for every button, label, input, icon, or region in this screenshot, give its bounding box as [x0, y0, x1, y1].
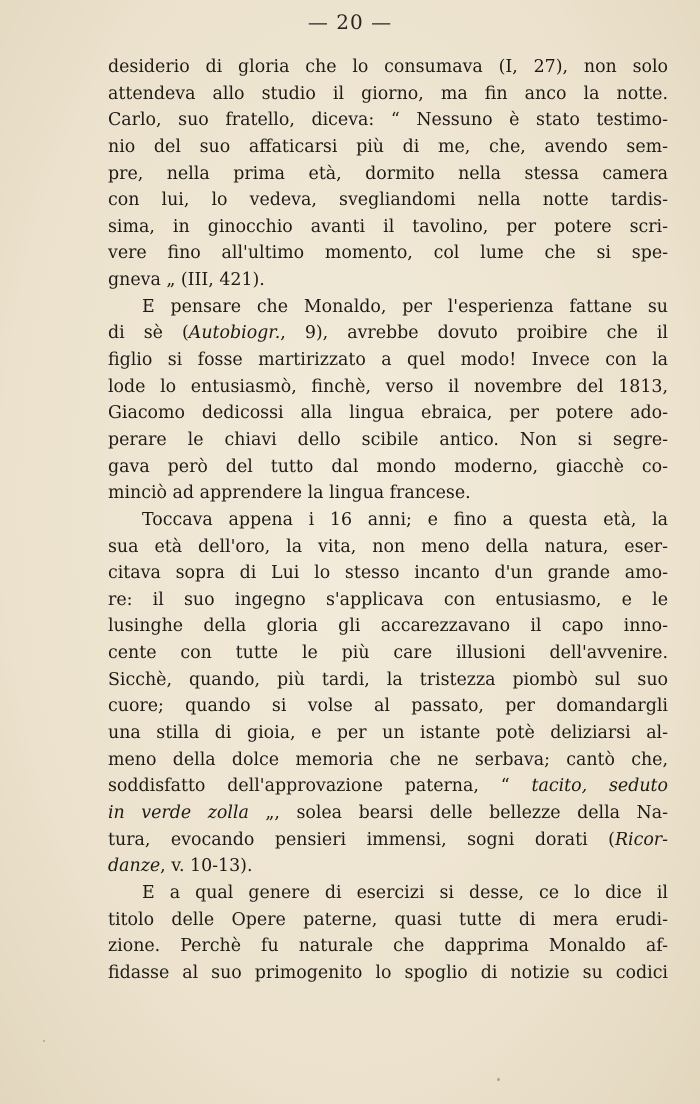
paper-speck: [497, 1078, 500, 1081]
text-line: figlio si fosse martirizzato a quel modo! Invece con la: [108, 350, 668, 371]
text-line: gneva „ (III, 421).: [108, 270, 265, 291]
text-line: perare le chiavi dello scibile antico. Non si segre-: [108, 429, 668, 450]
text-line: in verde zolla „, solea bearsi delle bellezze della Na-: [108, 802, 669, 823]
text-line: con lui, lo vedeva, svegliandomi nella notte tardis-: [108, 190, 668, 211]
text-line: una stilla di gioia, e per un istante potè deliziarsi al-: [108, 723, 668, 744]
text-line: desiderio di gloria che lo consumava (I, 27), non solo: [108, 57, 668, 77]
paper-speck: [43, 1040, 45, 1042]
text-line: meno della dolce memoria che ne serbava; cantò che,: [108, 749, 668, 770]
text-line: re: il suo ingegno s'applicava con entusiasmo, e le: [108, 589, 668, 610]
text-line: Sicchè, quando, più tardi, la tristezza piombò sul suo: [108, 669, 668, 690]
text-line: zione. Perchè fu naturale che dapprima Monaldo af-: [108, 936, 668, 957]
text-line: tura, evocando pensieri immensi, sogni dorati (Ricor-: [108, 829, 668, 850]
text-line: Giacomo dedicossi alla lingua ebraica, per potere ado-: [108, 403, 668, 424]
text-line: E pensare che Monaldo, per l'esperienza fattane su: [142, 296, 668, 317]
body-text: [108, 54, 668, 986]
text-line: Carlo, suo fratello, diceva: “ Nessuno è stato testimo-: [108, 110, 668, 131]
text-line: attendeva allo studio il giorno, ma fin anco la notte.: [108, 83, 668, 104]
text-line: cuore; quando si volse al passato, per domandargli: [108, 696, 668, 717]
text-line: gava però del tutto dal mondo moderno, giacchè co-: [108, 456, 668, 477]
text-line: pre, nella prima età, dormito nella stessa camera: [108, 163, 668, 184]
text-line: di sè (Autobiogr., 9), avrebbe dovuto proibire che il: [108, 323, 668, 344]
text-line: lode lo entusiasmò, finchè, verso il novembre del 1813,: [108, 376, 668, 397]
text-line: danze, v. 10-13).: [108, 856, 253, 877]
text-line: sua età dell'oro, la vita, non meno della natura, eser-: [108, 536, 668, 557]
page-number: — 20 —: [307, 10, 393, 34]
text-line: citava sopra di Lui lo stesso incanto d'un grande amo-: [108, 563, 668, 584]
text-line: soddisfatto dell'approvazione paterna, “ tacito, seduto: [108, 776, 668, 797]
text-line: sima, in ginocchio avanti il tavolino, per potere scri-: [108, 216, 668, 237]
text-line: vere fino all'ultimo momento, col lume che si spe-: [108, 243, 668, 264]
text-line: cente con tutte le più care illusioni dell'avvenire.: [108, 643, 668, 664]
text-line: titolo delle Opere paterne, quasi tutte di mera erudi-: [108, 909, 668, 930]
text-line: nio del suo affaticarsi più di me, che, avendo sem-: [108, 136, 668, 157]
text-line: Toccava appena i 16 anni; e fino a questa età, la: [142, 509, 668, 530]
text-line: fidasse al suo primogenito lo spoglio di notizie su codici: [108, 962, 668, 983]
text-line: lusinghe della gloria gli accarezzavano il capo inno-: [108, 616, 668, 637]
text-line: minciò ad apprendere la lingua francese.: [108, 483, 471, 504]
text-line: E a qual genere di esercizi si desse, ce lo dice il: [142, 882, 668, 903]
